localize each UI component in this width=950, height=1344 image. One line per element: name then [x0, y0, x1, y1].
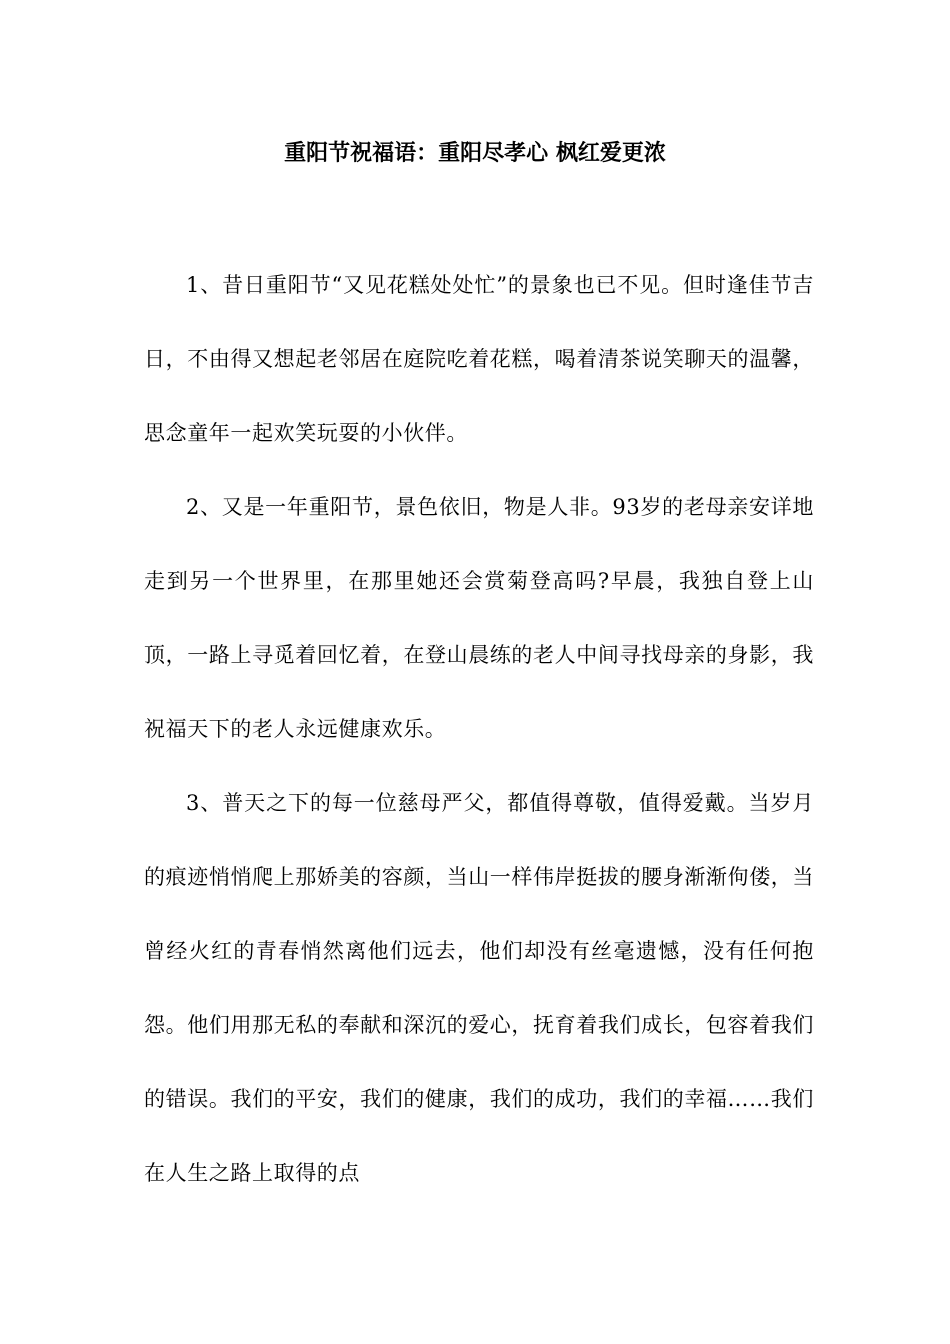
paragraph-2: 2、又是一年重阳节，景色依旧，物是人非。93岁的老母亲安详地走到另一个世界里，在那里她还会赏菊登高吗?早晨，我独自登上山顶，一路上寻觅着回忆着，在登山晨练的老人中间寻找母亲的身影，我祝福天下的老人永远健康欢乐。 [144, 495, 814, 741]
page-title: 重阳节祝福语：重阳尽孝心 枫红爱更浓 [284, 140, 666, 166]
document-body [144, 248, 814, 1210]
paragraph-1: 1、昔日重阳节“又见花糕处处忙”的景象也已不见。但时逢佳节吉日，不由得又想起老邻居在庭院吃着花糕，喝着清茶说笑聊天的温馨，思念童年一起欢笑玩耍的小伙伴。 [144, 273, 814, 445]
paragraph-3: 3、普天之下的每一位慈母严父，都值得尊敬，值得爱戴。当岁月的痕迹悄悄爬上那娇美的容颜，当山一样伟岸挺拔的腰身渐渐佝偻，当曾经火红的青春悄然离他们远去，他们却没有丝毫遗憾，没有任何抱怨。他们用那无私的奉献和深沉的爱心，抚育着我们成长，包容着我们的错误。我们的平安，我们的健康，我们的成功，我们的幸福……我们在人生之路上取得的点 [144, 791, 814, 1185]
